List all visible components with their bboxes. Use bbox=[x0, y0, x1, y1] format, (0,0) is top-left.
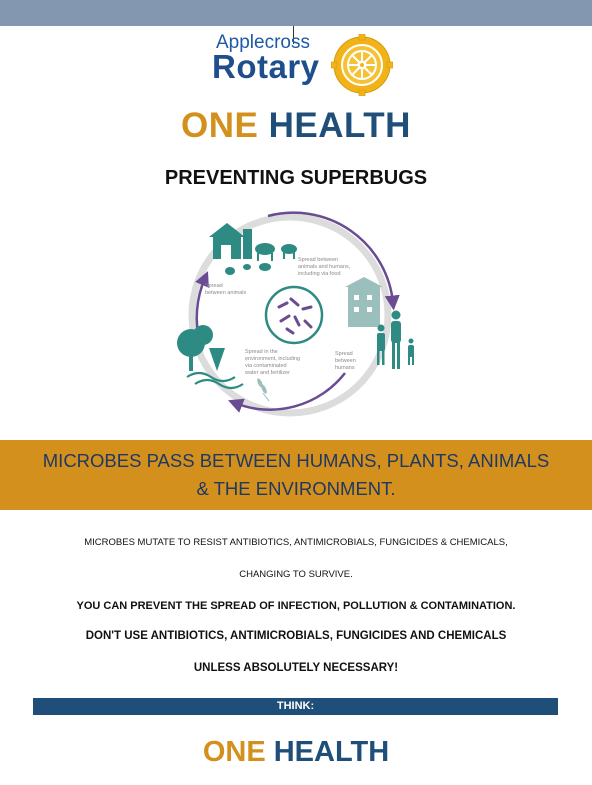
people-icon bbox=[377, 311, 414, 370]
page-title bbox=[0, 106, 592, 146]
title-word-health: HEALTH bbox=[268, 106, 411, 145]
footer-word-health: HEALTH bbox=[273, 736, 390, 768]
rotary-logo bbox=[212, 30, 412, 92]
logo-text-rotary: Rotary bbox=[212, 48, 320, 85]
body-text-unless: UNLESS ABSOLUTELY NECESSARY! bbox=[193, 662, 399, 674]
logo-text-applecross: Applecross bbox=[216, 32, 310, 53]
label-animals-humans: Spread between animals and humans, including via food bbox=[298, 257, 351, 277]
body-text-prevent: YOU CAN PREVENT THE SPREAD OF INFECTION, POLLUTION & CONTAMINATION. bbox=[76, 600, 516, 612]
banner-line-1: MICROBES PASS BETWEEN HUMANS, PLANTS, ANIMALS bbox=[42, 450, 550, 471]
label-animals: Spread between animals bbox=[205, 283, 247, 296]
banner-line-2: & THE ENVIRONMENT. bbox=[196, 478, 396, 499]
wheat-icon bbox=[256, 378, 269, 401]
title-word-one: ONE bbox=[181, 106, 259, 145]
label-humans: Spread between humans bbox=[335, 351, 356, 371]
microbes-icon bbox=[266, 287, 322, 343]
body-text-dont-use: DON'T USE ANTIBIOTICS, ANTIMICROBIALS, FUNGICIDES AND CHEMICALS bbox=[85, 630, 507, 642]
top-bar bbox=[0, 0, 592, 26]
tree-icon bbox=[177, 325, 225, 371]
footer-word-one: ONE bbox=[202, 736, 266, 768]
label-environment: Spread in the environment, including via contaminated water and fertilizer bbox=[245, 349, 301, 376]
body-text-survive: CHANGING TO SURVIVE. bbox=[239, 569, 353, 580]
page-subtitle: PREVENTING SUPERBUGS bbox=[164, 167, 428, 189]
rotary-wheel-icon bbox=[331, 34, 393, 96]
microbes-banner bbox=[0, 440, 592, 510]
footer-title bbox=[0, 736, 592, 769]
body-text-mutate: MICROBES MUTATE TO RESIST ANTIBIOTICS, ANTIMICROBIALS, FUNGICIDES & CHEMICALS, bbox=[84, 537, 508, 548]
one-health-cycle-diagram bbox=[165, 203, 423, 429]
think-bar: THINK: bbox=[33, 698, 558, 715]
hospital-icon bbox=[345, 277, 383, 327]
